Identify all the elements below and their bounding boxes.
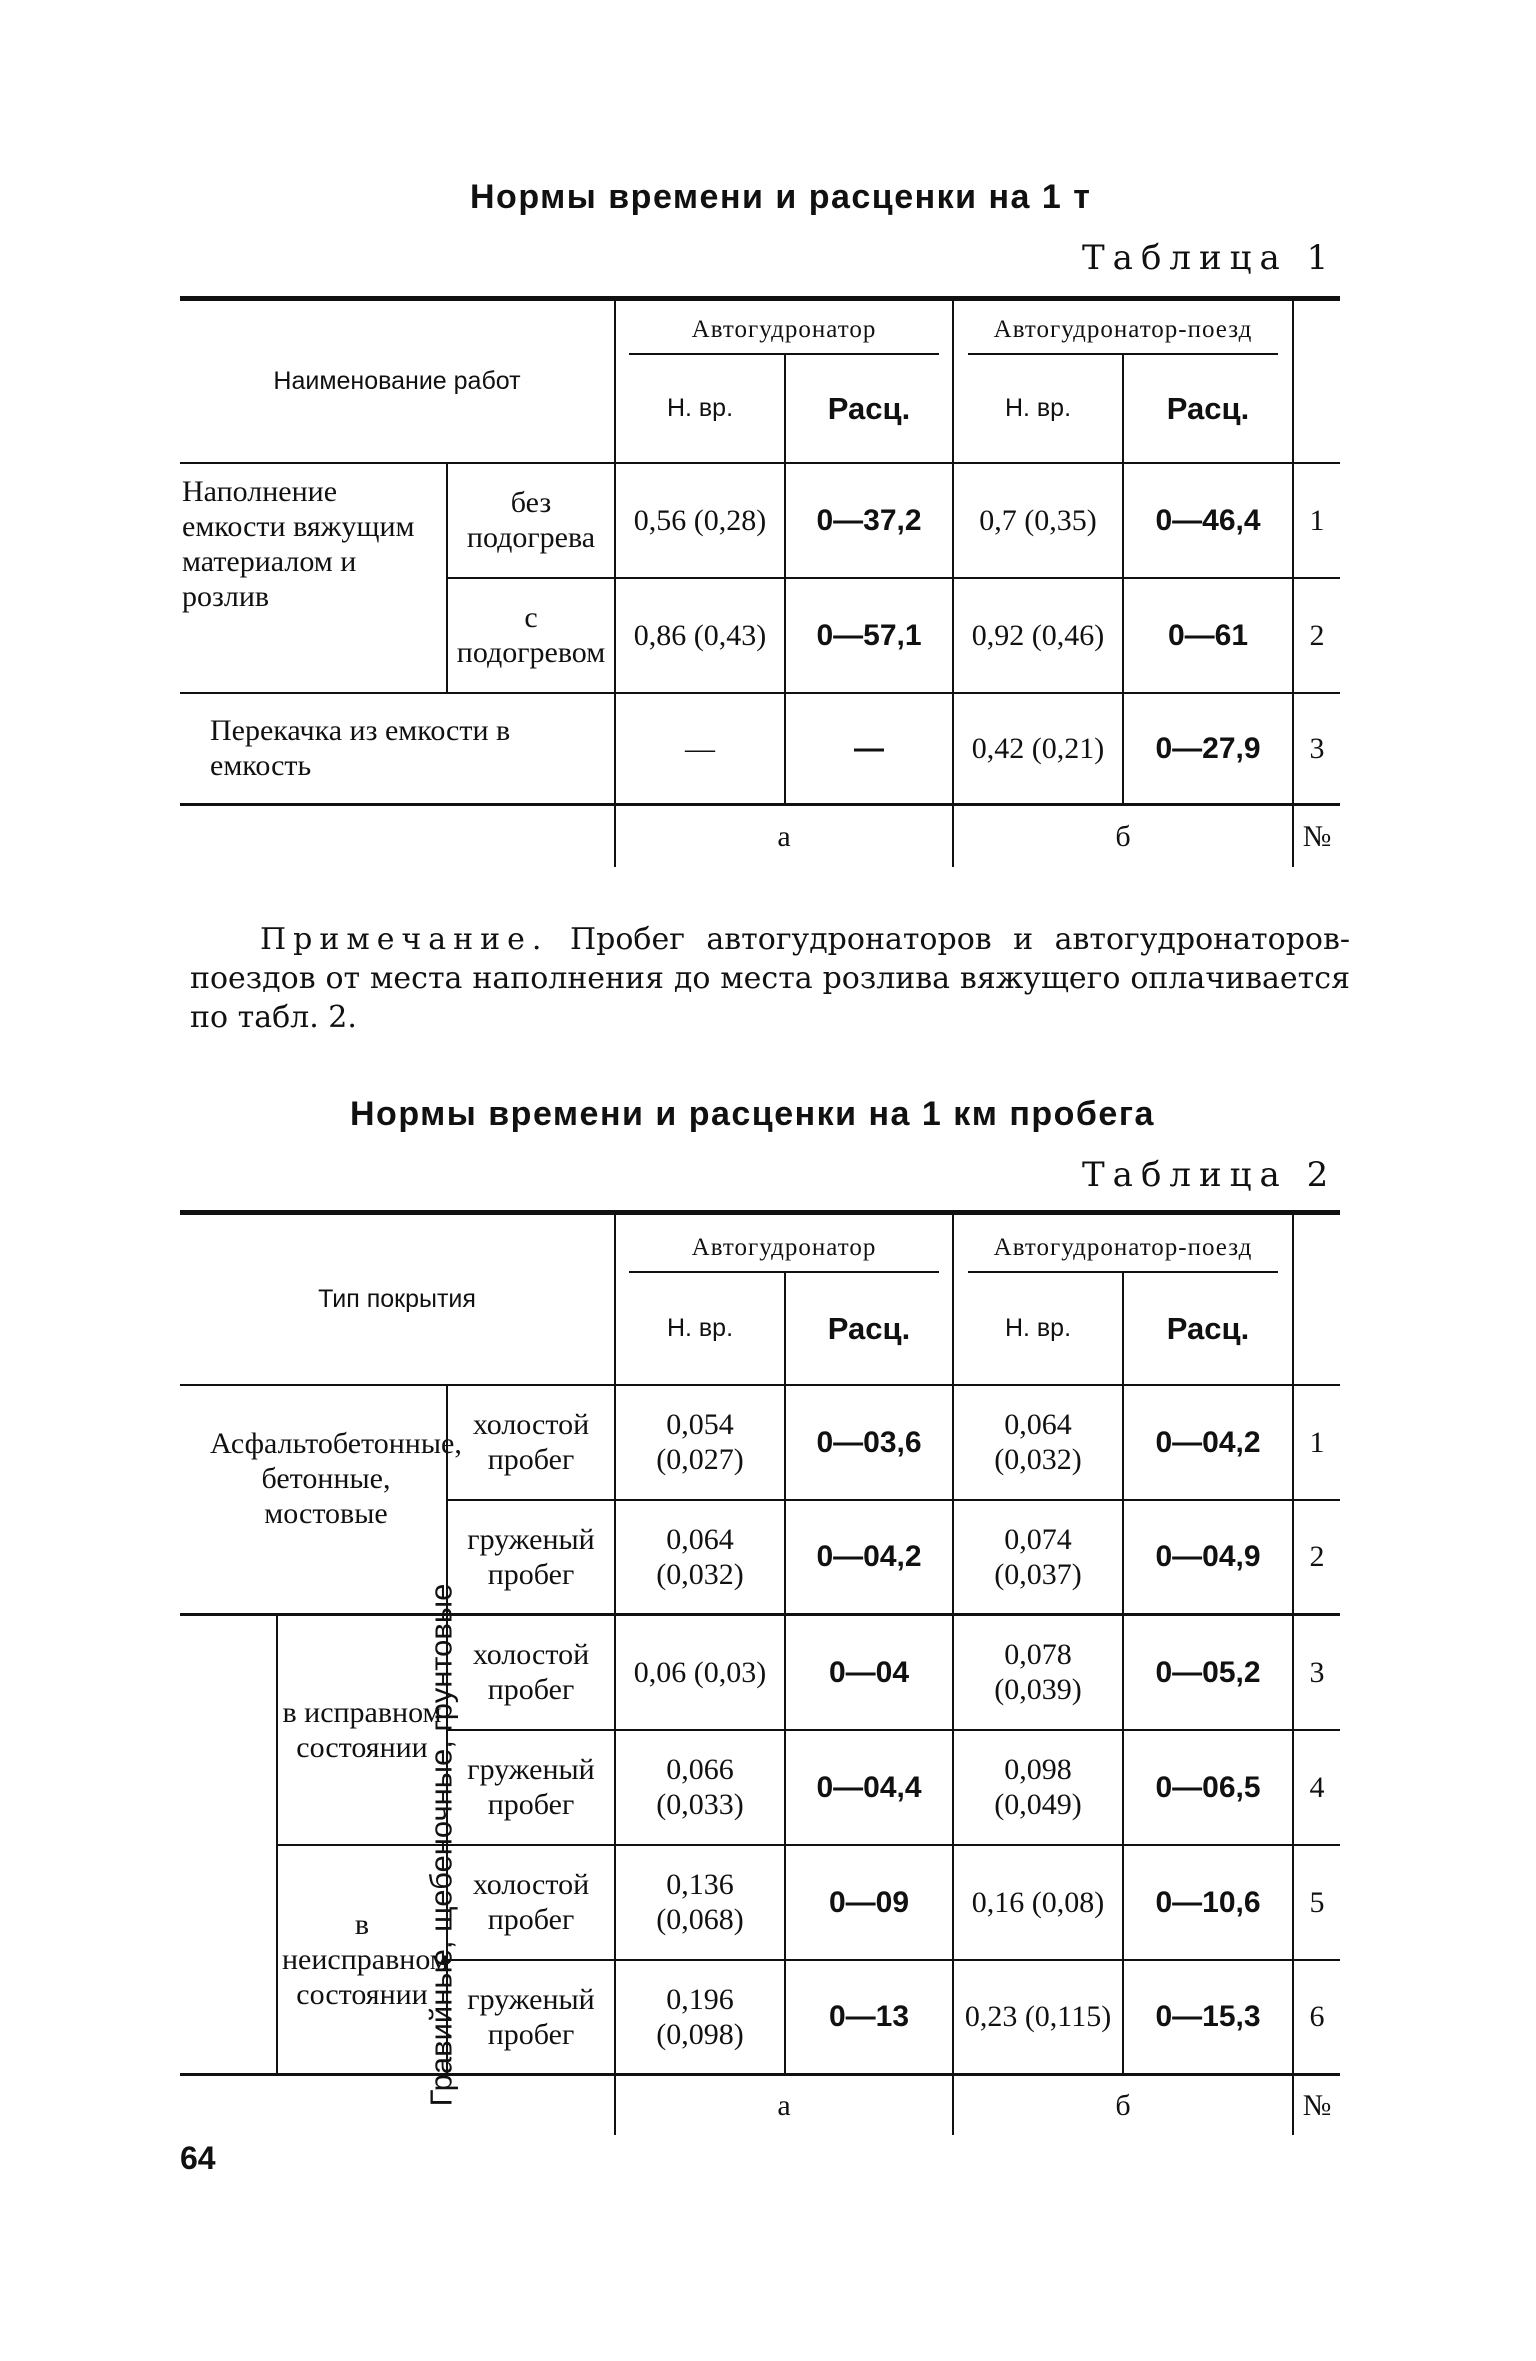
header-rasc-b: Расц. — [1123, 1273, 1293, 1385]
cell-a-rasc: — — [785, 693, 953, 805]
footer-no: № — [1293, 2075, 1340, 2135]
cell-b-nvr: 0,064 (0,032) — [953, 1385, 1123, 1500]
header-nvr-b: Н. вр. — [953, 355, 1123, 463]
row-number: 1 — [1293, 1385, 1340, 1500]
row-number: 5 — [1293, 1845, 1340, 1960]
header-rasc-a: Расц. — [785, 355, 953, 463]
table2 — [180, 1210, 1340, 2135]
cell-a-rasc: 0—03,6 — [785, 1385, 953, 1500]
cell-a-nvr: 0,86 (0,43) — [615, 578, 785, 693]
row-number: 3 — [1293, 1615, 1340, 1730]
footer-a: а — [615, 2075, 953, 2135]
run-type: груженый пробег — [447, 1730, 615, 1845]
note-text: Пробег автогудронаторов и автогудронаторов-поездов от места наполнения до места розлива вяжущего оплачивается по табл. 2. — [190, 922, 1350, 1035]
table2-row-3 — [180, 1615, 1340, 1730]
header-group-b: Автогудронатор-поезд — [953, 1213, 1293, 1273]
footer-a: а — [615, 805, 953, 867]
table2-header-row1 — [180, 1213, 1340, 1273]
run-type: холостой пробег — [447, 1845, 615, 1960]
row-number: 1 — [1293, 463, 1340, 578]
footer-b: б — [953, 805, 1293, 867]
page-number: 64 — [180, 2140, 216, 2176]
cell-b-rasc: 0—46,4 — [1123, 463, 1293, 578]
footer-b: б — [953, 2075, 1293, 2135]
cell-b-rasc: 0—06,5 — [1123, 1730, 1293, 1845]
cell-b-nvr: 0,7 (0,35) — [953, 463, 1123, 578]
cell-a-nvr: 0,196 (0,098) — [615, 1960, 785, 2075]
cell-b-nvr: 0,92 (0,46) — [953, 578, 1123, 693]
header-group-a: Автогудронатор — [615, 1213, 953, 1273]
cell-a-nvr: — — [615, 693, 785, 805]
cell-b-nvr: 0,23 (0,115) — [953, 1960, 1123, 2075]
group-gravel: Гравийные, щебеночные, грунтовые — [423, 1583, 459, 2106]
run-type: холостой пробег — [447, 1615, 615, 1730]
run-type: груженый пробег — [447, 1960, 615, 2075]
note-label: Примечание. — [260, 922, 549, 957]
cell-a-rasc: 0—04,2 — [785, 1500, 953, 1615]
table1-label: Таблица 1 — [1082, 238, 1337, 278]
cell-b-nvr: 0,098 (0,049) — [953, 1730, 1123, 1845]
cell-a-rasc: 0—37,2 — [785, 463, 953, 578]
row-name: Наполнение емкости вяжущим материалом и розлив — [182, 474, 415, 613]
row-subtype: без подогрева — [447, 463, 615, 578]
table2-title: Нормы времени и расценки на 1 км пробега — [350, 1095, 1155, 1133]
cell-a-nvr: 0,06 (0,03) — [615, 1615, 785, 1730]
group-asphalt: Асфальтобетонные, бетонные, мостовые — [210, 1426, 462, 1530]
cell-a-nvr: 0,064 (0,032) — [615, 1500, 785, 1615]
table1-title: Нормы времени и расценки на 1 т — [470, 178, 1092, 216]
cell-a-rasc: 0—57,1 — [785, 578, 953, 693]
row-number: 2 — [1293, 1500, 1340, 1615]
table1 — [180, 296, 1340, 867]
row-number: 3 — [1293, 693, 1340, 805]
cell-a-nvr: 0,136 (0,068) — [615, 1845, 785, 1960]
condition-bad: в неисправном состоянии — [277, 1845, 447, 2075]
run-type: груженый пробег — [447, 1500, 615, 1615]
cell-b-nvr: 0,074 (0,037) — [953, 1500, 1123, 1615]
cell-a-nvr: 0,054 (0,027) — [615, 1385, 785, 1500]
table2-footer — [180, 2075, 1340, 2135]
header-name-col: Наименование работ — [273, 366, 521, 395]
header-name-col: Тип покрытия — [318, 1284, 476, 1313]
cell-b-rasc: 0—27,9 — [1123, 693, 1293, 805]
row-number: 2 — [1293, 578, 1340, 693]
cell-b-rasc: 0—05,2 — [1123, 1615, 1293, 1730]
cell-b-rasc: 0—10,6 — [1123, 1845, 1293, 1960]
cell-a-rasc: 0—09 — [785, 1845, 953, 1960]
cell-a-nvr: 0,56 (0,28) — [615, 463, 785, 578]
header-nvr-b: Н. вр. — [953, 1273, 1123, 1385]
header-rasc-a: Расц. — [785, 1273, 953, 1385]
cell-b-nvr: 0,078 (0,039) — [953, 1615, 1123, 1730]
cell-a-rasc: 0—13 — [785, 1960, 953, 2075]
cell-a-nvr: 0,066 (0,033) — [615, 1730, 785, 1845]
cell-b-rasc: 0—04,9 — [1123, 1500, 1293, 1615]
header-rasc-b: Расц. — [1123, 355, 1293, 463]
table2-label: Таблица 2 — [1082, 1155, 1337, 1195]
cell-a-rasc: 0—04,4 — [785, 1730, 953, 1845]
footer-no: № — [1293, 805, 1340, 867]
cell-b-rasc: 0—04,2 — [1123, 1385, 1293, 1500]
cell-b-nvr: 0,42 (0,21) — [953, 693, 1123, 805]
cell-b-rasc: 0—15,3 — [1123, 1960, 1293, 2075]
table1-row-3 — [180, 693, 1340, 805]
header-nvr-a: Н. вр. — [615, 355, 785, 463]
cell-b-rasc: 0—61 — [1123, 578, 1293, 693]
header-nvr-a: Н. вр. — [615, 1273, 785, 1385]
header-group-b: Автогудронатор-поезд — [953, 299, 1293, 355]
table1-row-1 — [180, 463, 1340, 578]
table1-footer — [180, 805, 1340, 867]
cell-b-nvr: 0,16 (0,08) — [953, 1845, 1123, 1960]
header-group-a: Автогудронатор — [615, 299, 953, 355]
row-name: Перекачка из емкости в емкость — [210, 714, 511, 783]
row-number: 6 — [1293, 1960, 1340, 2075]
condition-good: в исправном состоянии — [277, 1615, 447, 1845]
row-subtype: с подогревом — [447, 578, 615, 693]
cell-a-rasc: 0—04 — [785, 1615, 953, 1730]
table2-row-5 — [180, 1845, 1340, 1960]
table1-header-row1 — [180, 299, 1340, 355]
table-note — [190, 920, 1350, 1037]
run-type: холостой пробег — [447, 1385, 615, 1500]
table2-row-1 — [180, 1385, 1340, 1500]
row-number: 4 — [1293, 1730, 1340, 1845]
